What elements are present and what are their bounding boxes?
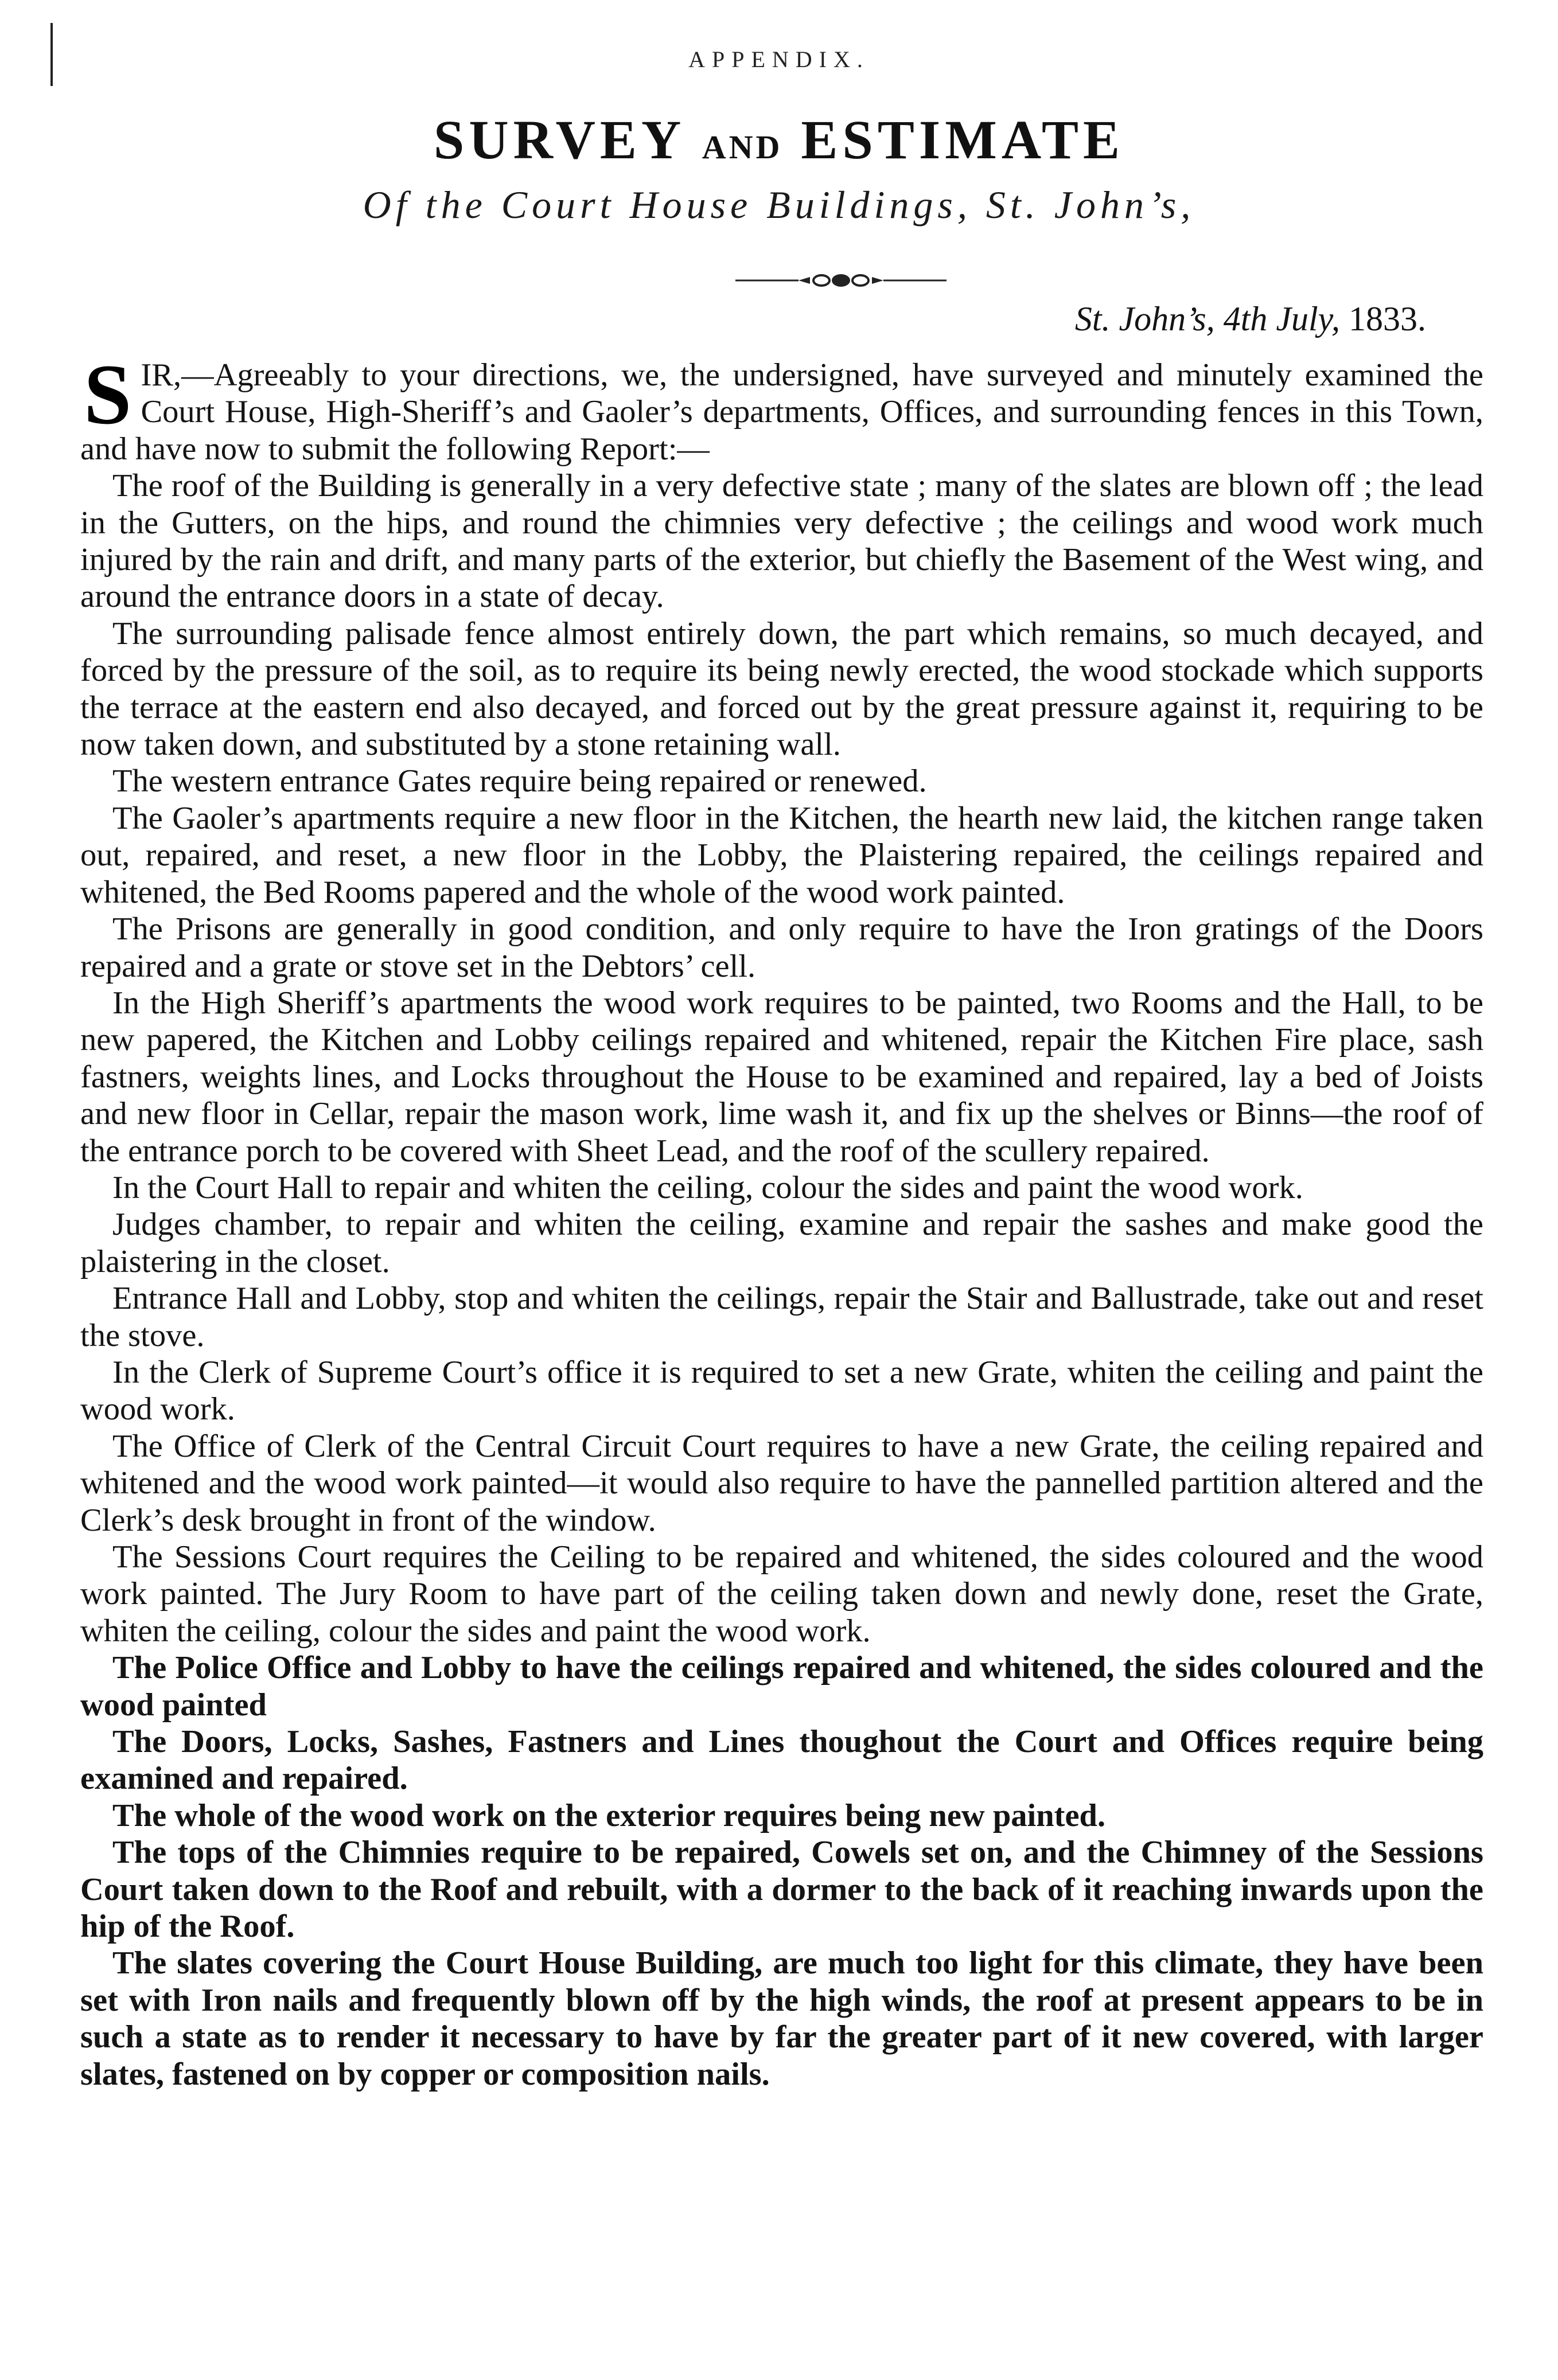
paragraph-court-hall: In the Court Hall to repair and whiten the ceiling, colour the sides and paint the wood work.: [112, 1169, 1303, 1205]
paragraph-circuit-court-clerk: The Office of Clerk of the Central Circuit Court requires to have a new Grate, the ceiling repaired and whitened and the wood work painted—it would also require to have the pannelled partition altered and the Clerk’s desk brought in front of the window.: [80, 1428, 1483, 1538]
dateline-place-date: St. John’s, 4th July,: [1074, 300, 1340, 338]
opening-text: IR,—Agreeably to your directions, we, the undersigned, have surveyed and minutely examined the Court House, High-Sheriff’s and Gaoler’s departments, Offices, and surrounding fences in this Town, and have now to submit the following Report:—: [80, 357, 1483, 467]
dateline: [1075, 299, 1426, 339]
title-word-survey: SURVEY: [433, 109, 684, 170]
paragraph-fence: The surrounding palisade fence almost entirely down, the part which remains, so much decayed, and forced by the pressure of the soil, as to require its being newly erected, the wood stockade which supports the terrace at the eastern end also decayed, and forced out by the great pressure against it, requiring to be now taken down, and substituted by a stone retaining wall.: [80, 615, 1483, 763]
dateline-year: 1833.: [1349, 300, 1426, 338]
paragraph-roof: The roof of the Building is generally in a very defective state ; many of the slates are blown off ; the lead in the Gutters, on the hips, and round the chimnies very defective ; the ceilings and wood work much injured by the rain and drift, and many parts of the exterior, but chiefly the Basement of the West wing, and around the entrance doors in a state of decay.: [80, 468, 1483, 615]
paragraph-gates: The western entrance Gates require being repaired or renewed.: [112, 763, 927, 799]
document-subtitle: Of the Court House Buildings, St. John’s,: [363, 183, 1195, 227]
paragraph-high-sheriff: In the High Sheriff’s apartments the wood work requires to be painted, two Rooms and the Hall, to be new papered, the Kitchen and Lobby ceilings repaired and whitened, repair the Kitchen Fire place, sash fastners, weights lines, and Locks throughout the House to be examined and repaired, lay a bed of Joists and new floor in Cellar, repair the mason work, lime wash it, and fix up the shelves or Binns—the roof of the entrance porch to be covered with Sheet Lead, and the roof of the scullery repaired.: [80, 985, 1483, 1169]
document-title: [0, 108, 1558, 171]
appendix-heading: APPENDIX.: [688, 46, 870, 72]
paragraph-exterior-paint: The whole of the wood work on the exterior requires being new painted.: [112, 1797, 1106, 1833]
paragraph-prisons: The Prisons are generally in good condition, and only require to have the Iron gratings of the Doors repaired and a grate or stove set in the Debtors’ cell.: [80, 911, 1483, 984]
paragraph-slates: The slates covering the Court House Building, are much too light for this climate, they have been set with Iron nails and frequently blown off by the high winds, the roof at present appears to be in such a state as to render it necessary to have by far the greater part of it new covered, with larger slates, fastened on by copper or composition nails.: [80, 1945, 1483, 2092]
paragraph-sessions-court: The Sessions Court requires the Ceiling to be repaired and whitened, the sides coloured and the wood work painted. The Jury Room to have part of the ceiling taken down and newly done, reset the Grate, whiten the ceiling, colour the sides and paint the wood work.: [80, 1539, 1483, 1649]
paragraph-doors-locks: The Doors, Locks, Sashes, Fastners and Lines thoughout the Court and Offices require being examined and repaired.: [80, 1724, 1483, 1797]
paragraph-chimnies: The tops of the Chimnies require to be repaired, Cowels set on, and the Chimney of the Sessions Court taken down to the Roof and rebuilt, with a dormer to the back of it reaching inwards upon the hip of the Roof.: [80, 1835, 1483, 1945]
paragraph-judges-chamber: Judges chamber, to repair and whiten the ceiling, examine and repair the sashes and make good the plaistering in the closet.: [80, 1207, 1483, 1279]
ornamental-rule: [735, 272, 947, 289]
opening-paragraph: [80, 347, 1483, 467]
title-word-estimate: ESTIMATE: [801, 109, 1125, 170]
paragraph-supreme-court-clerk: In the Clerk of Supreme Court’s office it is required to set a new Grate, whiten the ceiling and paint the wood work.: [80, 1354, 1483, 1427]
paragraph-police-office: The Police Office and Lobby to have the ceilings repaired and whitened, the sides coloured and the wood painted: [80, 1650, 1483, 1723]
paragraph-gaoler: The Gaoler’s apartments require a new floor in the Kitchen, the hearth new laid, the kitchen range taken out, repaired, and reset, a new floor in the Lobby, the Plaistering repaired, the ceilings repaired and whitened, the Bed Rooms papered and the whole of the wood work painted.: [80, 800, 1483, 910]
paragraph-entrance-hall: Entrance Hall and Lobby, stop and whiten the ceilings, repair the Stair and Ballustrade, take out and reset the stove.: [80, 1281, 1483, 1353]
title-word-and: AND: [702, 128, 783, 166]
letter-body: [80, 347, 1483, 2093]
drop-cap: S: [84, 347, 132, 442]
